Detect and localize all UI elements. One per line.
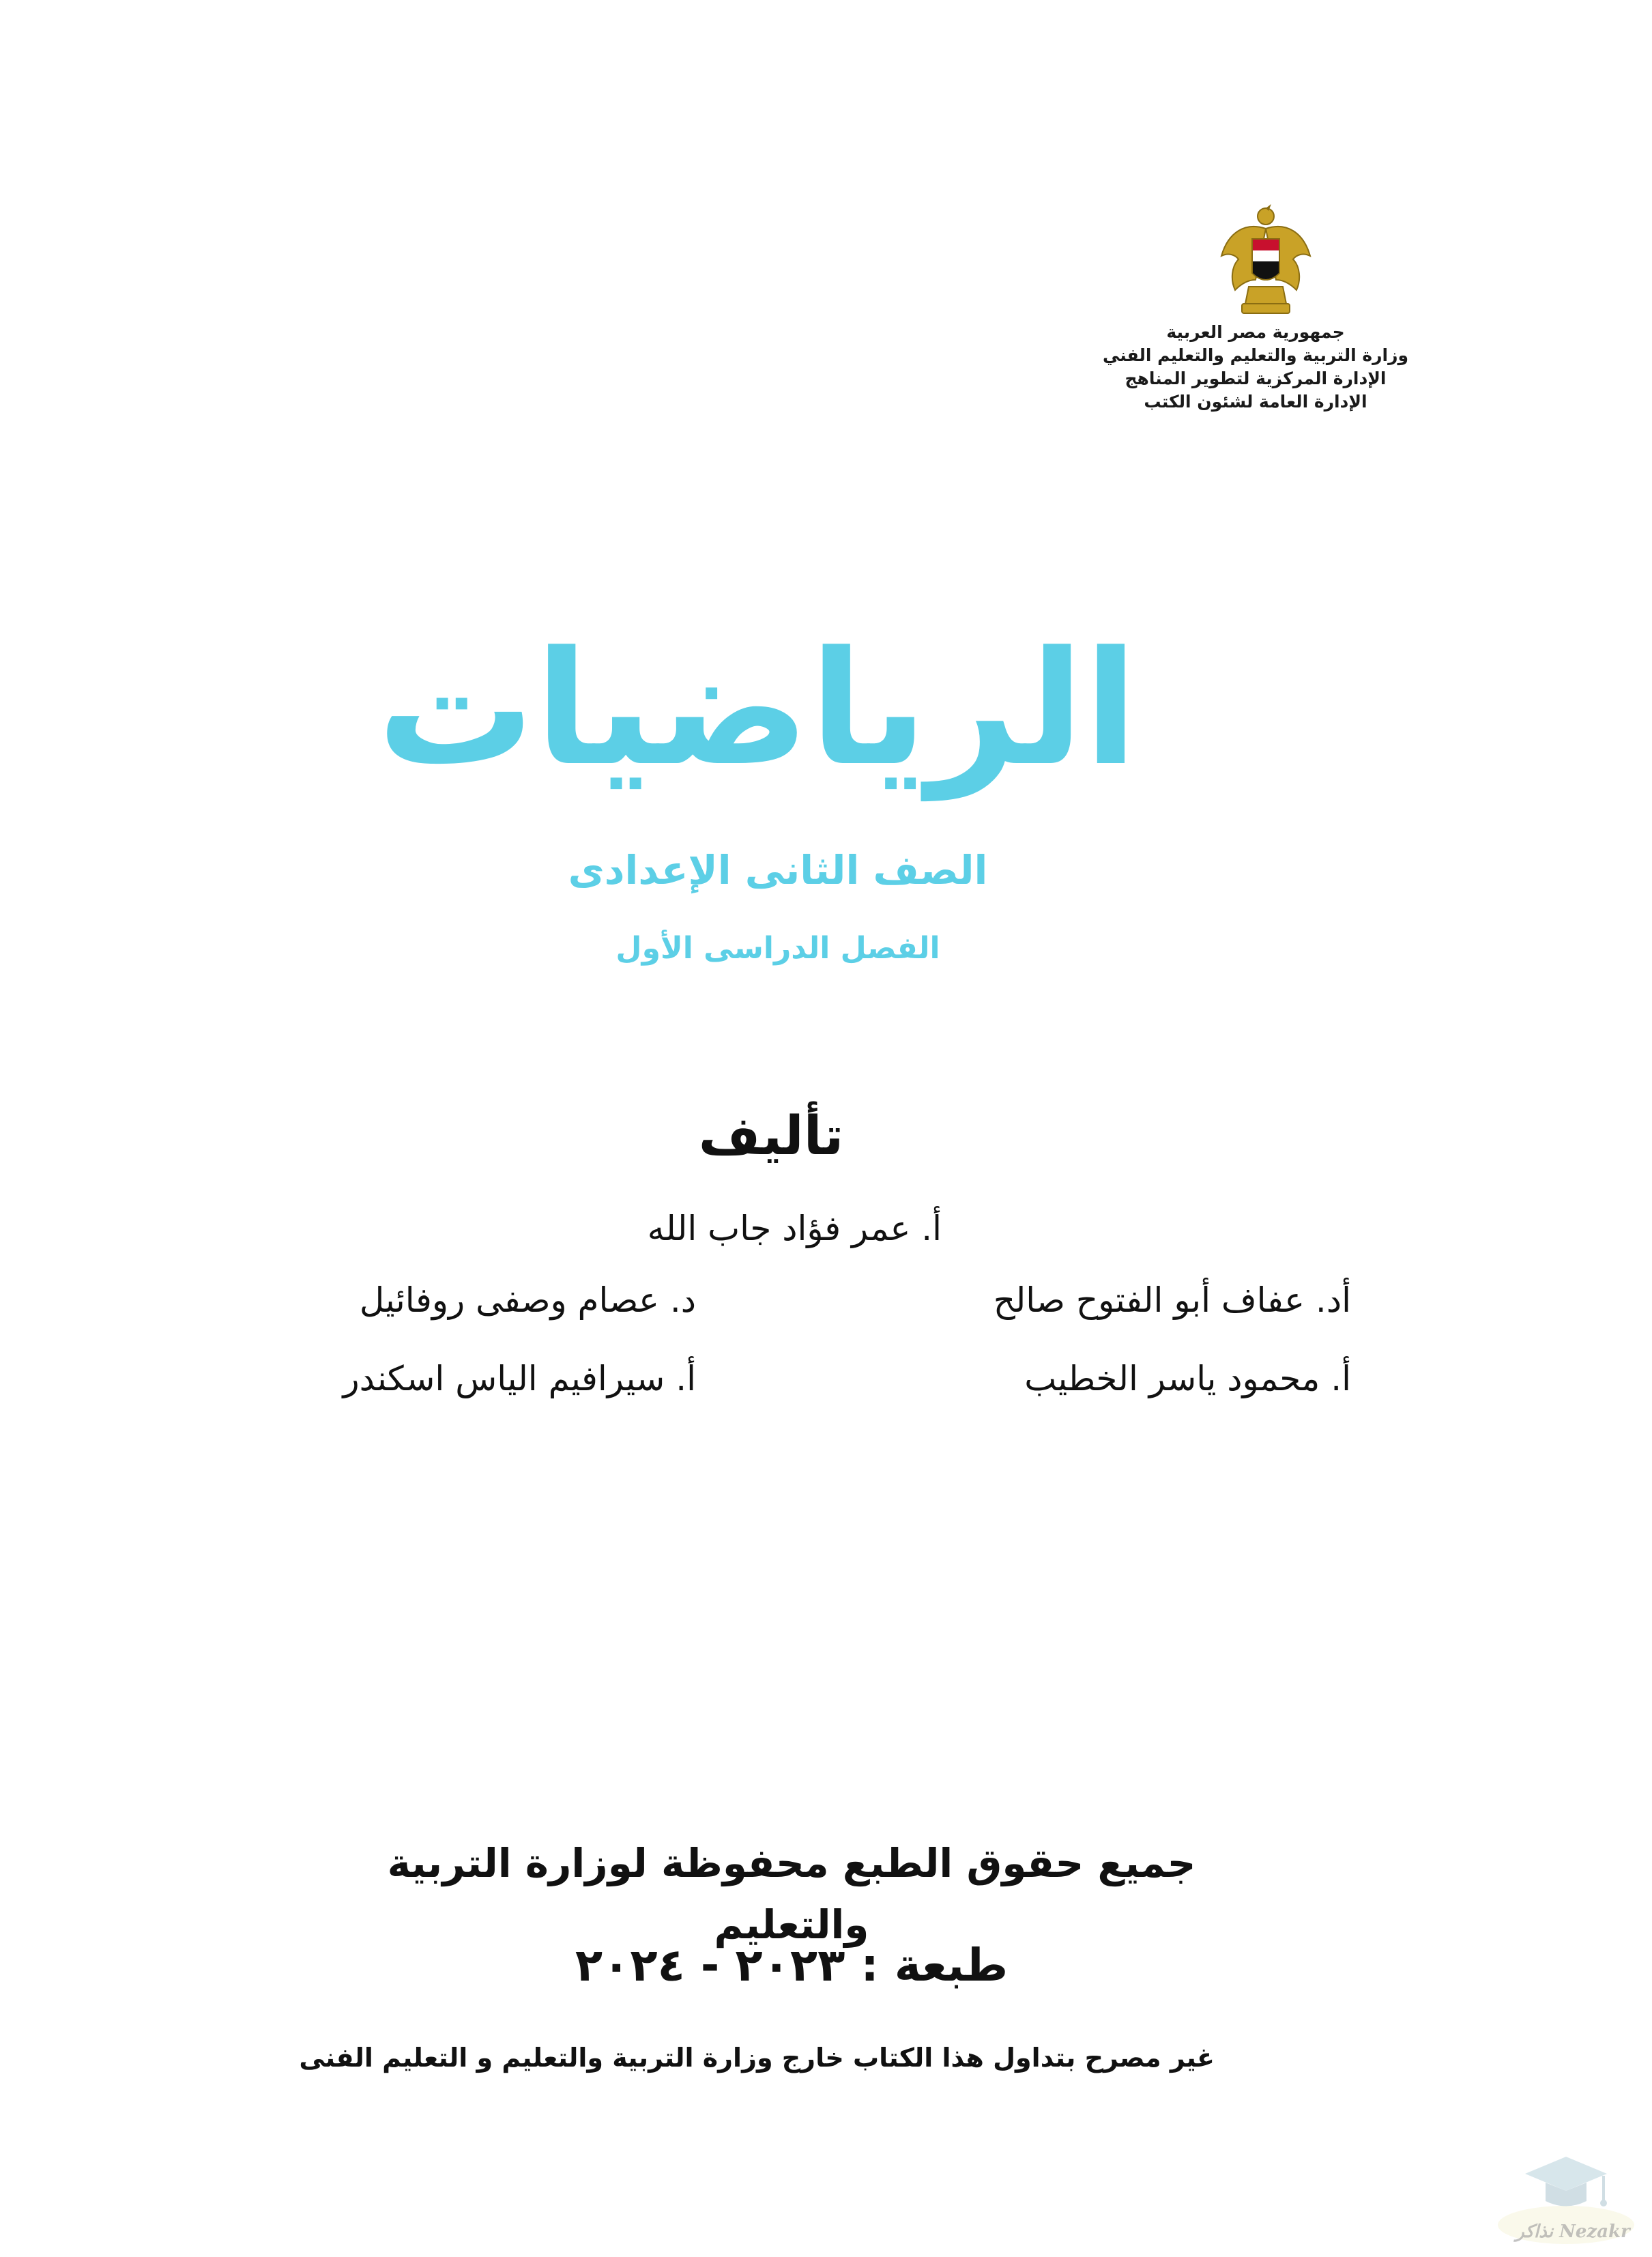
author-item: د. عصام وصفى روفائيل [359, 1280, 696, 1320]
author-lead: أ. عمر فؤاد جاب الله [647, 1209, 942, 1248]
eagle-emblem-icon [1218, 201, 1314, 321]
copyright-notice: جميع حقوق الطبع محفوظة لوزارة التربية والتعليم [387, 1840, 1196, 1948]
ministry-name: وزارة التربية والتعليم والتعليم الفني [1102, 345, 1409, 365]
author-item: أد. عفاف أبو الفتوح صالح [993, 1280, 1351, 1320]
edition-label: طبعة : ٢٠٢٣ - ٢٠٢٤ [575, 1939, 1009, 1992]
author-item: أ. سيرافيم الياس اسكندر [343, 1359, 696, 1398]
author-item: أ. محمود ياسر الخطيب [1024, 1359, 1351, 1398]
country-name: جمهورية مصر العربية [1166, 322, 1345, 342]
circulation-notice: غير مصرح بتداول هذا الكتاب خارج وزارة التربية والتعليم و التعليم الفنى [299, 2043, 1215, 2073]
general-admin-name: الإدارة العامة لشئون الكتب [1144, 392, 1367, 412]
grade-label: الصف الثانى الإعدادى [568, 847, 988, 893]
authorship-heading: تأليف [698, 1106, 844, 1167]
ministry-header [1051, 321, 1460, 414]
term-label: الفصل الدراسى الأول [615, 931, 940, 966]
department-name: الإدارة المركزية لتطوير المناهج [1125, 369, 1387, 388]
book-title: الرياضيات [377, 618, 1138, 801]
watermark-text: Nezakr نذاكر [1516, 2222, 1630, 2242]
